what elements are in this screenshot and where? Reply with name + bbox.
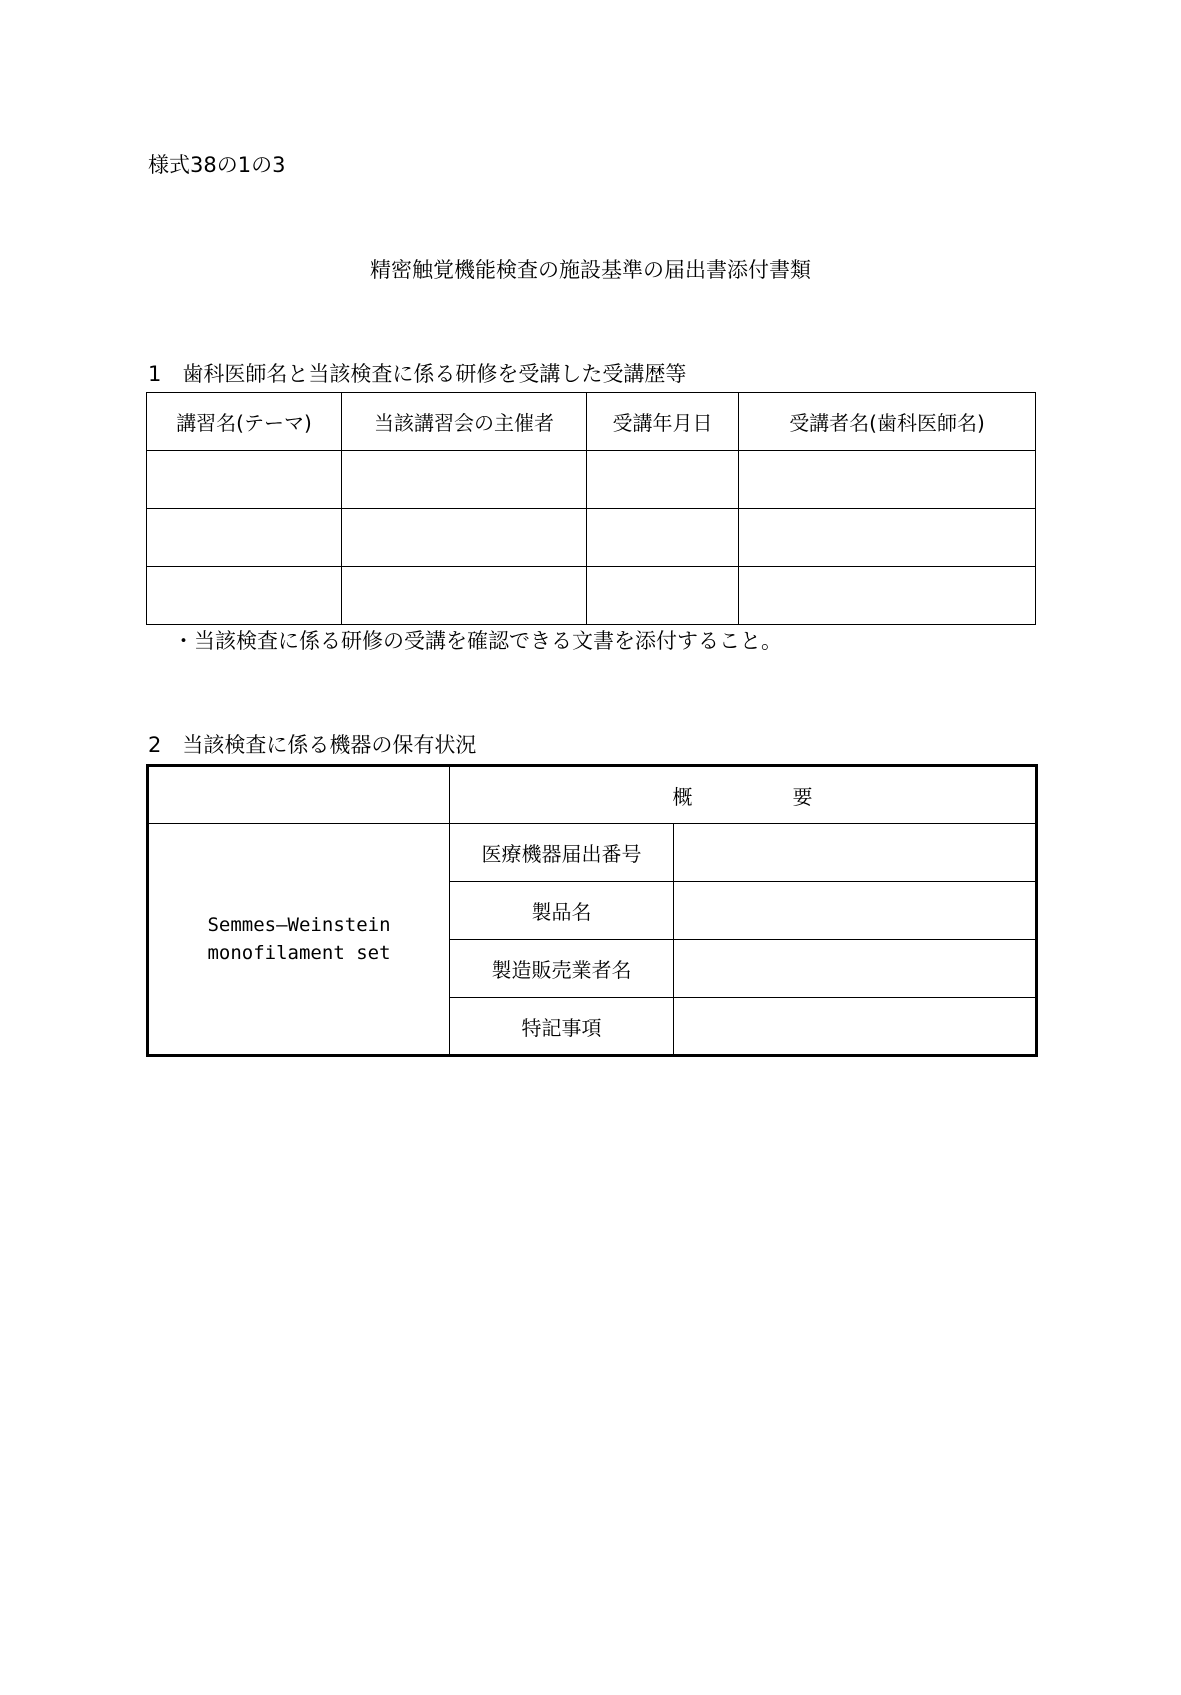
field-label: 医療機器届出番号 — [450, 824, 674, 882]
cell-course[interactable] — [147, 509, 342, 567]
page-title: 精密触覚機能検査の施設基準の届出書添付書類 — [370, 258, 811, 282]
field-label: 製造販売業者名 — [450, 940, 674, 998]
cell-course[interactable] — [147, 567, 342, 625]
header-blank-cell — [148, 766, 450, 824]
training-history-table — [146, 392, 1036, 625]
cell-date[interactable] — [587, 567, 739, 625]
cell-date[interactable] — [587, 509, 739, 567]
cell-date[interactable] — [587, 451, 739, 509]
equipment-table — [146, 764, 1038, 1057]
field-label: 製品名 — [450, 882, 674, 940]
field-label: 特記事項 — [450, 998, 674, 1056]
cell-attendee[interactable] — [739, 509, 1036, 567]
device-name-line1: Semmes—Weinstein — [207, 913, 391, 936]
summary-header: 概 要 — [450, 766, 1037, 824]
table-row — [147, 567, 1036, 625]
table-row — [148, 824, 1037, 882]
table-row — [147, 509, 1036, 567]
field-value[interactable] — [674, 998, 1037, 1056]
cell-attendee[interactable] — [739, 451, 1036, 509]
section2-heading: 2 当該検査に係る機器の保有状況 — [148, 733, 477, 757]
section1-heading: 1 歯科医師名と当該検査に係る研修を受講した受講歴等 — [148, 362, 687, 386]
column-header: 受講年月日 — [587, 393, 739, 451]
cell-attendee[interactable] — [739, 567, 1036, 625]
field-value[interactable] — [674, 940, 1037, 998]
table-row — [147, 451, 1036, 509]
cell-organizer[interactable] — [342, 451, 587, 509]
device-name-line2: monofilament set — [207, 942, 391, 964]
device-name-cell — [148, 824, 450, 1056]
section1-note: ・当該検査に係る研修の受講を確認できる文書を添付すること。 — [173, 629, 782, 653]
field-value[interactable] — [674, 882, 1037, 940]
table-header-row — [147, 393, 1036, 451]
column-header: 講習名(テーマ) — [147, 393, 342, 451]
cell-organizer[interactable] — [342, 567, 587, 625]
form-number: 様式38の1の3 — [148, 153, 286, 177]
table-header-row — [148, 766, 1037, 824]
column-header: 受講者名(歯科医師名) — [739, 393, 1036, 451]
column-header: 当該講習会の主催者 — [342, 393, 587, 451]
field-value[interactable] — [674, 824, 1037, 882]
cell-organizer[interactable] — [342, 509, 587, 567]
cell-course[interactable] — [147, 451, 342, 509]
